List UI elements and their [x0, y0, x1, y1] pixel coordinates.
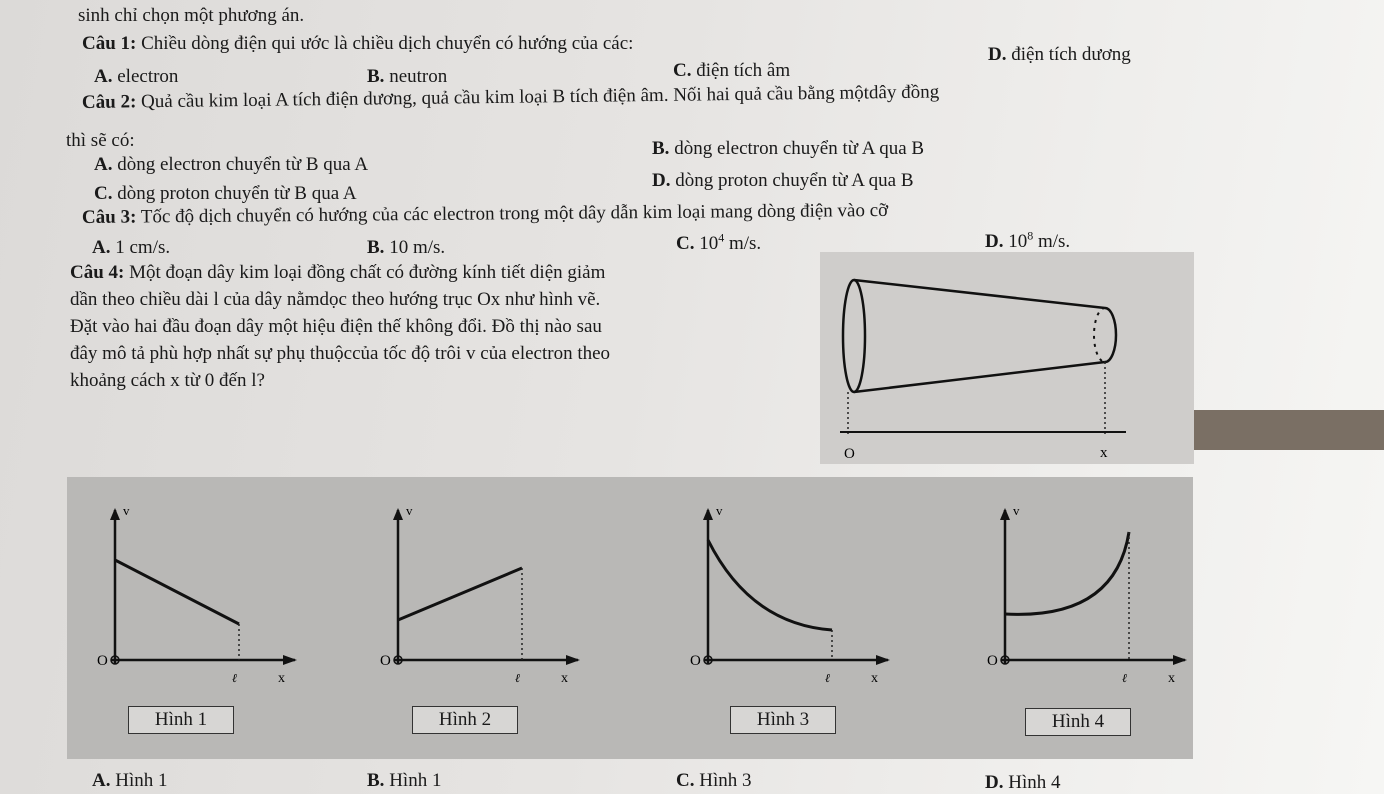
q3-a-key: A. [92, 237, 111, 258]
q4-option-b [367, 770, 441, 792]
q4-line4: đây mô tả phù hợp nhất sự phụ thuộccủa tốc độ trôi v của electron theo [70, 343, 611, 364]
q1-option-c [673, 60, 790, 82]
q3-a-text: 1 cm/s. [115, 237, 171, 258]
q1-b-key: B. [367, 66, 385, 87]
q1-c-text: điện tích âm [696, 60, 791, 81]
origin-label: O [380, 653, 391, 669]
q2-stem-cont: thì sẽ có: [66, 130, 135, 151]
q4-line1 [70, 262, 605, 284]
background-strip [1193, 410, 1384, 450]
v-curve [115, 560, 239, 624]
q3-d-key: D. [985, 231, 1004, 252]
q1-stem [82, 33, 633, 55]
q4-c-text: Hình 3 [699, 770, 752, 791]
q2-b-key: B. [652, 138, 670, 159]
graph-2 [380, 503, 580, 686]
x-axis-arrow-icon [283, 655, 297, 665]
q3-option-c [676, 230, 762, 255]
x-label: x [1168, 671, 1175, 686]
q4-b-key: B. [367, 770, 385, 791]
graph-4 [987, 503, 1187, 686]
q3-c-exp: 4 [718, 230, 725, 245]
l-label: ℓ [232, 671, 237, 685]
q1-text: Chiều dòng điện qui ước là chiều dịch chuyển có hướng của các: [141, 33, 634, 54]
q1-label: Câu 1: [82, 33, 137, 54]
v-label: v [716, 503, 723, 518]
q3-d-exp: 8 [1027, 228, 1034, 243]
q2-c-text: dòng proton chuyển từ B qua A [117, 183, 357, 204]
q4-b-text: Hình 1 [389, 770, 442, 791]
v-label: v [1013, 503, 1020, 518]
x-label: x [561, 671, 568, 686]
origin-label: O [987, 653, 998, 669]
wire-axis-label: x [1100, 445, 1108, 461]
q3-text: Tốc độ dịch chuyển có hướng của các electron trong một dây dẫn kim loại mang dòng điện vào cỡ [140, 199, 889, 228]
l-label: ℓ [515, 671, 520, 685]
q4-d-key: D. [985, 772, 1004, 793]
q4-label: Câu 4: [70, 262, 125, 283]
graph-1 [97, 503, 297, 686]
q1-option-a [94, 66, 178, 88]
q3-option-d [985, 228, 1071, 253]
v-curve [398, 568, 522, 620]
wire-figure [820, 252, 1194, 464]
q1-d-key: D. [988, 44, 1007, 65]
q1-a-key: A. [94, 66, 113, 87]
v-label: v [123, 503, 130, 518]
q3-d-base: 10 [1008, 231, 1028, 252]
l-label: ℓ [1122, 671, 1127, 685]
q3-c-key: C. [676, 233, 695, 254]
graph-figures [67, 477, 1193, 707]
q4-a-key: A. [92, 770, 111, 791]
q1-option-d [988, 44, 1131, 66]
v-curve [1005, 532, 1129, 614]
x-axis-arrow-icon [1173, 655, 1187, 665]
q2-a-key: A. [94, 154, 113, 175]
x-label: x [278, 671, 285, 686]
q3-option-b [367, 237, 445, 259]
graph-4-label: Hình 4 [1025, 708, 1131, 736]
q2-text: Quả cầu kim loại A tích điện dương, quả cầu kim loại B tích điện âm. Nối hai quả cầu bằng mộtdây đồng [140, 81, 940, 113]
q4-a-text: Hình 1 [115, 770, 168, 791]
y-axis-arrow-icon [110, 508, 120, 520]
y-axis-arrow-icon [1000, 508, 1010, 520]
q4-option-d [985, 772, 1060, 794]
q1-d-text: điện tích dương [1011, 44, 1131, 65]
intro-text: sinh chỉ chọn một phương án. [78, 5, 305, 26]
origin-label: O [97, 653, 108, 669]
q2-label: Câu 2: [81, 91, 137, 113]
q2-option-d [652, 170, 914, 192]
graph-2-label: Hình 2 [412, 706, 518, 734]
q2-option-b [652, 138, 924, 160]
q2-c-key: C. [94, 183, 113, 204]
q3-option-a [92, 237, 170, 259]
v-label: v [406, 503, 413, 518]
q2-a-text: dòng electron chuyển từ B qua A [117, 154, 369, 175]
origin-label: O [690, 653, 701, 669]
q1-option-b [367, 66, 447, 88]
q4-line3: Đặt vào hai đầu đoạn dây một hiệu điện thế không đổi. Đồ thị nào sau [70, 316, 602, 337]
q2-b-text: dòng electron chuyển từ A qua B [674, 138, 925, 159]
q3-b-text: 10 m/s. [389, 237, 446, 258]
l-label: ℓ [825, 671, 830, 685]
v-curve [708, 540, 832, 630]
x-label: x [871, 671, 878, 686]
y-axis-arrow-icon [703, 508, 713, 520]
q3-b-key: B. [367, 237, 385, 258]
q3-c-base: 10 [699, 233, 719, 254]
q4-c-key: C. [676, 770, 695, 791]
wire-origin-label: O [844, 446, 855, 462]
q4-option-a [92, 770, 167, 792]
q3-c-unit: m/s. [724, 233, 762, 254]
q4-option-c [676, 770, 751, 792]
q2-d-text: dòng proton chuyển từ A qua B [675, 170, 914, 191]
tapered-wire [843, 280, 1116, 392]
y-axis-arrow-icon [393, 508, 403, 520]
q2-d-key: D. [652, 170, 671, 191]
q1-a-text: electron [117, 66, 179, 87]
q2-option-a [94, 154, 368, 176]
q2-option-c [94, 183, 357, 205]
q4-line1-text: Một đoạn dây kim loại đồng chất có đường kính tiết diện giảm [129, 262, 606, 283]
x-axis-arrow-icon [566, 655, 580, 665]
q1-c-key: C. [673, 60, 692, 81]
graph-1-label: Hình 1 [128, 706, 234, 734]
q4-line5: khoảng cách x từ 0 đến l? [70, 370, 265, 391]
x-axis-arrow-icon [876, 655, 890, 665]
q4-line2: dần theo chiều dài l của dây nằmdọc theo hướng trục Ox như hình vẽ. [70, 289, 601, 310]
q3-d-unit: m/s. [1033, 231, 1071, 252]
q4-d-text: Hình 4 [1008, 772, 1061, 793]
q1-b-text: neutron [389, 66, 448, 87]
graph-3-label: Hình 3 [730, 706, 836, 734]
graph-3 [690, 503, 890, 686]
q3-label: Câu 3: [81, 206, 137, 228]
